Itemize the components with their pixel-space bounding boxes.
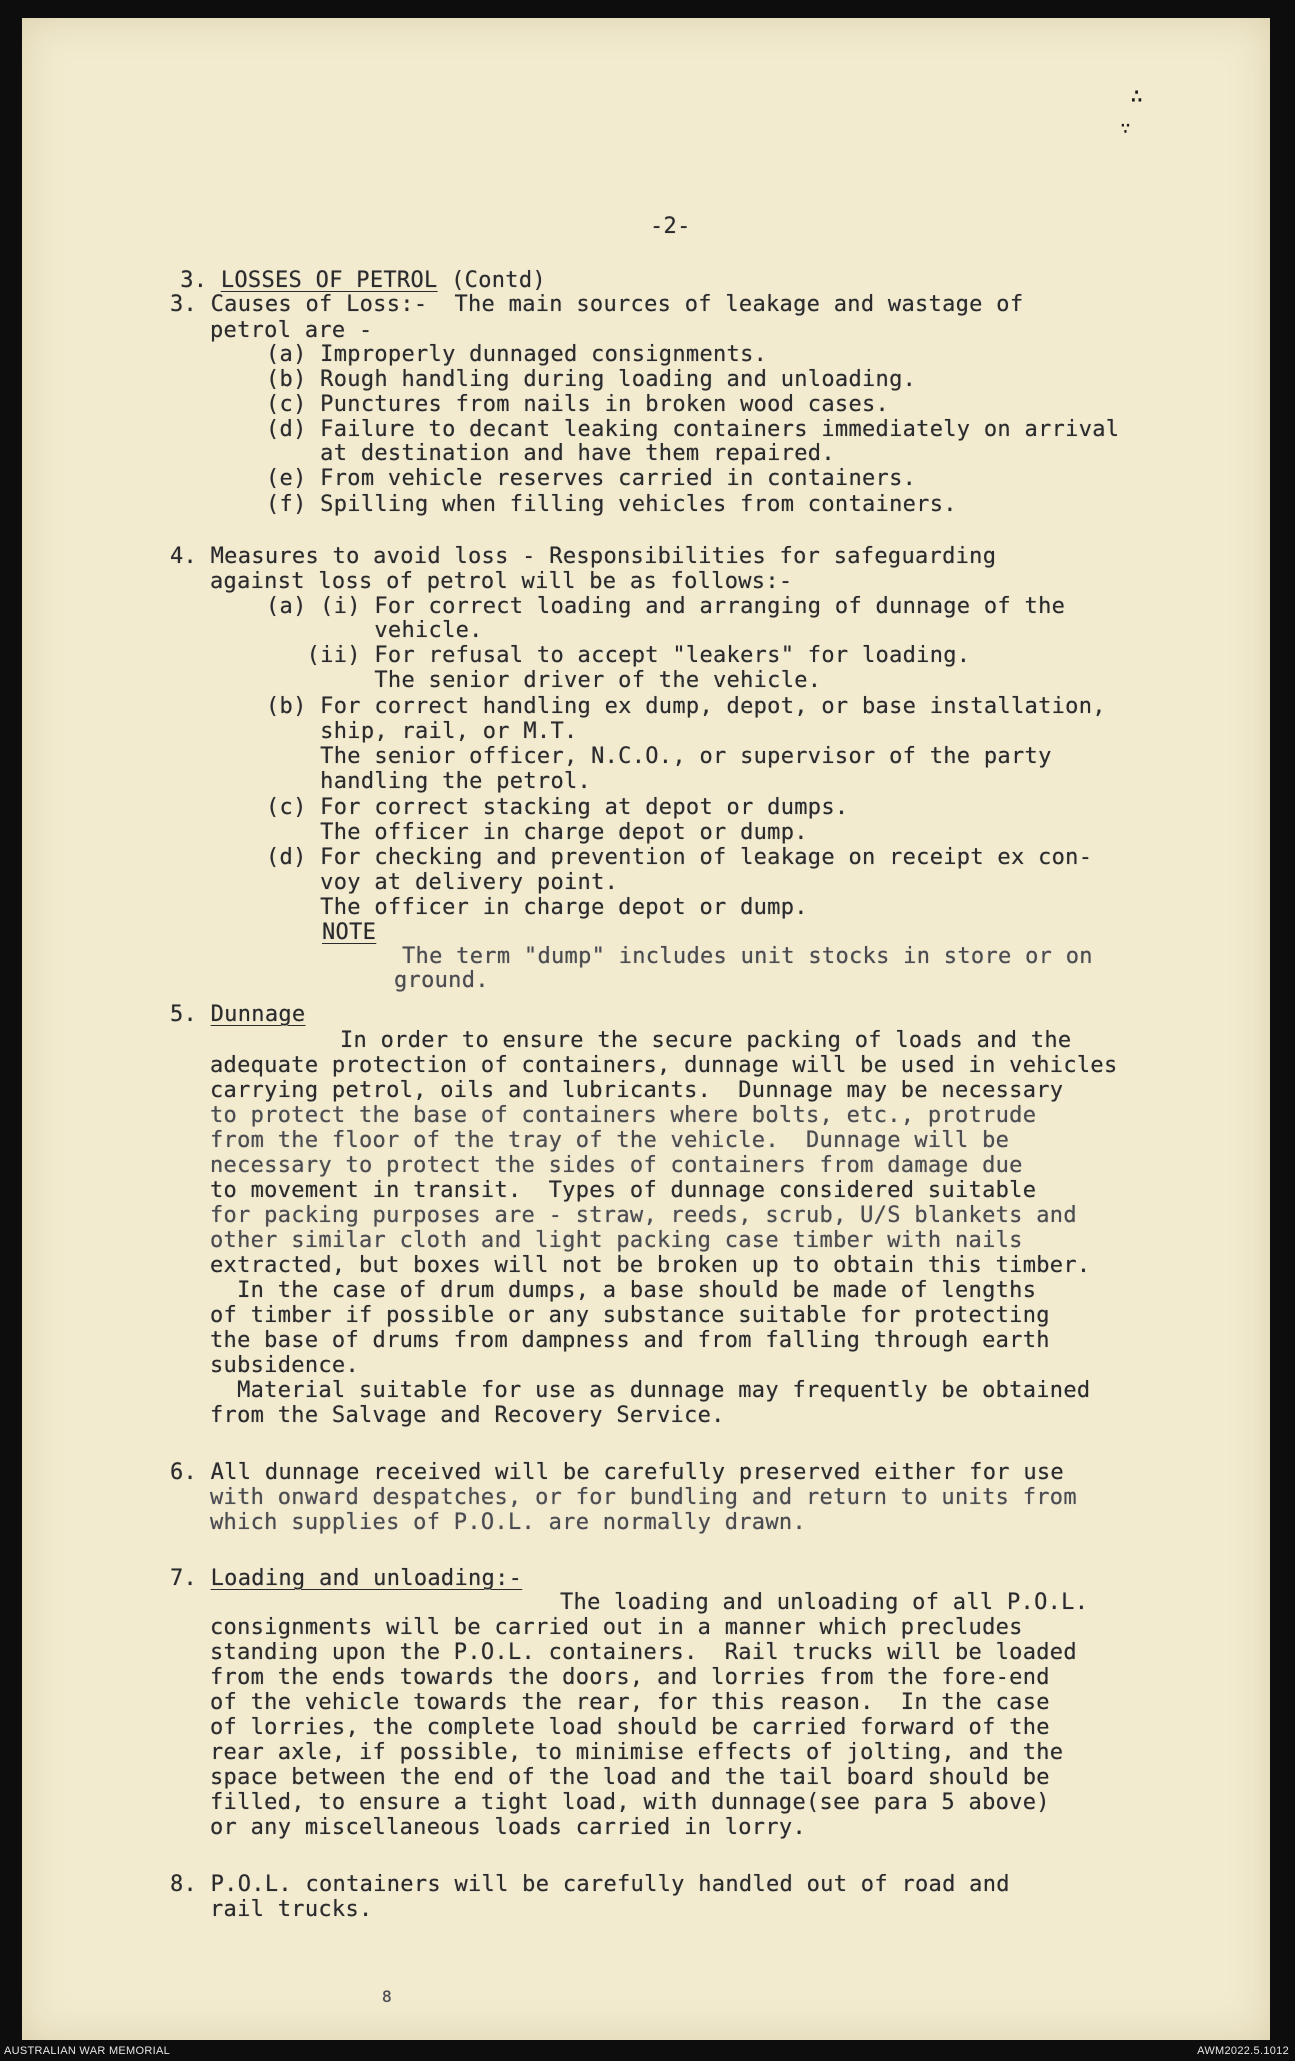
dunnage-line: from the Salvage and Recovery Service. [210,1403,725,1428]
dunnage-line: to protect the base of containers where bolts, etc., protrude [210,1103,1037,1128]
measure-item: (d) For checking and prevention of leakage on receipt ex con- [266,845,1093,870]
dunnage-line: subsidence. [210,1353,359,1378]
measure-item: vehicle. [266,618,483,643]
measure-item: (b) For correct handling ex dump, depot, or base installation, [266,694,1106,719]
loading-line: of lorries, the complete load should be carried forward of the [210,1715,1050,1740]
heading-suffix: (Contd) [451,268,546,293]
loading-line: or any miscellaneous loads carried in lorry. [210,1815,806,1840]
dunnage-line: for packing purposes are - straw, reeds, scrub, U/S blankets and [210,1203,1077,1228]
loading-line: of the vehicle towards the rear, for this reason. In the case [210,1690,1050,1715]
section7-heading: 7. Loading and unloading:- [170,1566,523,1591]
note-line: ground. [394,968,489,993]
section6-line: which supplies of P.O.L. are normally drawn. [210,1510,806,1535]
measure-item: voy at delivery point. [266,870,619,895]
section3-title: Causes of Loss:- [210,292,428,317]
page-number: -2- [650,214,691,239]
section5-heading: 5. Dunnage [170,1002,306,1027]
document-page [22,18,1270,2040]
dunnage-line: from the floor of the tray of the vehicle. Dunnage will be [210,1128,1010,1153]
section3-first-line: 3. Causes of Loss:- The main sources of leakage and wastage of [170,292,1024,317]
loading-line: from the ends towards the doors, and lorries from the fore-end [210,1665,1050,1690]
section6-first-line: 6. All dunnage received will be carefully preserved either for use [170,1460,1064,1485]
dunnage-line: carrying petrol, oils and lubricants. Dunnage may be necessary [210,1078,1064,1103]
section4-first-line: 4. Measures to avoid loss - Responsibilities for safeguarding [170,544,997,569]
dunnage-line: the base of drums from dampness and from falling through earth [210,1328,1050,1353]
measure-item: (a) (i) For correct loading and arranging of dunnage of the [266,594,1066,619]
dunnage-line: other similar cloth and light packing case timber with nails [210,1228,1023,1253]
measure-item: (ii) For refusal to accept "leakers" for loading. [266,643,971,668]
note-line: The term "dump" includes unit stocks in store or on [402,944,1093,969]
dunnage-line: In the case of drum dumps, a base should be made of lengths [210,1278,1037,1303]
dunnage-line: of timber if possible or any substance suitable for protecting [210,1303,1050,1328]
loading-line: consignments will be carried out in a manner which precludes [210,1615,1023,1640]
section4-line: against loss of petrol will be as follows:- [210,569,793,594]
section3-line: petrol are - [210,318,373,343]
section8-first-line: 8. P.O.L. containers will be carefully handled out of road and [170,1872,1010,1897]
loading-line: space between the end of the load and the tail board should be [210,1765,1050,1790]
section5-title: Dunnage [210,1002,306,1027]
note-label: NOTE [322,920,377,945]
loading-line: The loading and unloading of all P.O.L. [560,1590,1089,1615]
dunnage-line: to movement in transit. Types of dunnage considered suitable [210,1178,1037,1203]
section6-line: with onward despatches, or for bundling and return to units from [210,1485,1077,1510]
measure-item: handling the petrol. [266,769,592,794]
dunnage-line: adequate protection of containers, dunnage will be used in vehicles [210,1053,1118,1078]
measure-item: The officer in charge depot or dump. [266,895,808,920]
dunnage-line: necessary to protect the sides of containers from damage due [210,1153,1023,1178]
loading-line: rear axle, if possible, to minimise effects of jolting, and the [210,1740,1064,1765]
heading-title: LOSSES OF PETROL [220,268,438,293]
measure-item: ship, rail, or M.T. [266,719,578,744]
loading-line: filled, to ensure a tight load, with dunnage(see para 5 above) [210,1790,1050,1815]
cause-item: at destination and have them repaired. [266,441,835,466]
dunnage-line: In order to ensure the secure packing of loads and the [340,1028,1072,1053]
cause-item: (f) Spilling when filling vehicles from containers. [266,492,957,517]
cause-item: (b) Rough handling during loading and unloading. [266,367,917,392]
measure-item: The senior officer, N.C.O., or supervisor of the party [266,744,1052,769]
section7-title: Loading and unloading:- [210,1566,523,1591]
heading-number: 3. [180,268,208,293]
dunnage-line: extracted, but boxes will not be broken up to obtain this timber. [210,1253,1091,1278]
section8-line: rail trucks. [210,1897,373,1922]
measure-item: The officer in charge depot or dump. [266,820,808,845]
bottom-mark: 8 [382,1987,392,2006]
cause-item: (a) Improperly dunnaged consignments. [266,342,768,367]
cause-item: (d) Failure to decant leaking containers immediately on arrival [266,417,1120,442]
dunnage-line: Material suitable for use as dunnage may frequently be obtained [210,1378,1091,1403]
cause-item: (e) From vehicle reserves carried in containers. [266,466,917,491]
measure-item: (c) For correct stacking at depot or dumps. [266,795,849,820]
loading-line: standing upon the P.O.L. containers. Rail trucks will be loaded [210,1640,1077,1665]
corner-ink-mark-2: ∵ [1120,118,1131,139]
footer-right: AWM2022.5.1012 [1197,2045,1289,2057]
footer-left: AUSTRALIAN WAR MEMORIAL [4,2045,171,2057]
cause-item: (c) Punctures from nails in broken wood cases. [266,392,890,417]
corner-ink-mark: ∴ [1130,84,1144,109]
measure-item: The senior driver of the vehicle. [266,668,822,693]
